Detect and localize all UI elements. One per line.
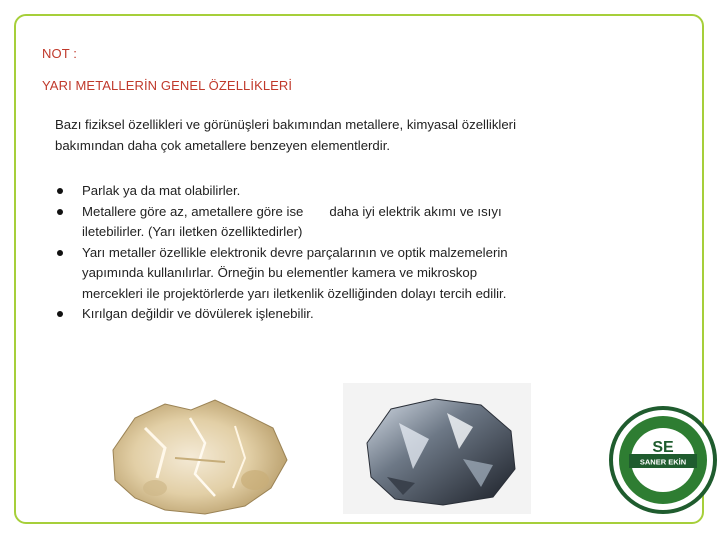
bullet-text: Yarı metaller özellikle elektronik devre parçalarının ve optik malzemelerin yapımında kullanılırlar. Örneğin bu elementler kamera ve mikroskop mercekleri ile projektörlerde yarı iletkenlik özelliğinden dolayı tercih edilir. <box>82 244 508 301</box>
page-title: YARI METALLERİN GENEL ÖZELLİKLERİ <box>42 78 293 93</box>
mineral-photo-right <box>343 383 531 514</box>
bullet-text: Kırılgan değildir ve dövülerek işlenebilir. <box>82 306 314 321</box>
bullet-icon <box>57 188 63 194</box>
mineral-photo-left <box>95 388 300 518</box>
saner-ekin-logo <box>607 404 719 516</box>
list-item <box>55 304 525 325</box>
logo-center-text: SANER EKİN <box>639 457 687 467</box>
bullet-text: Metallere göre az, ametallere göre ise <box>82 203 304 219</box>
list-item <box>55 243 525 305</box>
bullet-icon <box>57 250 63 256</box>
bullet-text-continued: daha iyi elektrik akımı ve ısıyı iletebilirler. (Yarı iletken özelliktedirler) <box>82 203 502 239</box>
intro-paragraph: Bazı fiziksel özellikleri ve görünüşleri bakımından metallere, kimyasal özellikleri bakımından daha çok ametallere benzeyen elementlerdir. <box>55 117 517 153</box>
note-label: NOT : <box>42 46 77 61</box>
bullet-list <box>55 181 525 325</box>
list-item <box>55 181 525 202</box>
bullet-icon <box>57 311 63 317</box>
svg-text:SE: SE <box>652 439 674 456</box>
bullet-text: Parlak ya da mat olabilirler. <box>82 183 241 198</box>
bullet-icon <box>57 209 63 215</box>
list-item <box>55 202 525 243</box>
